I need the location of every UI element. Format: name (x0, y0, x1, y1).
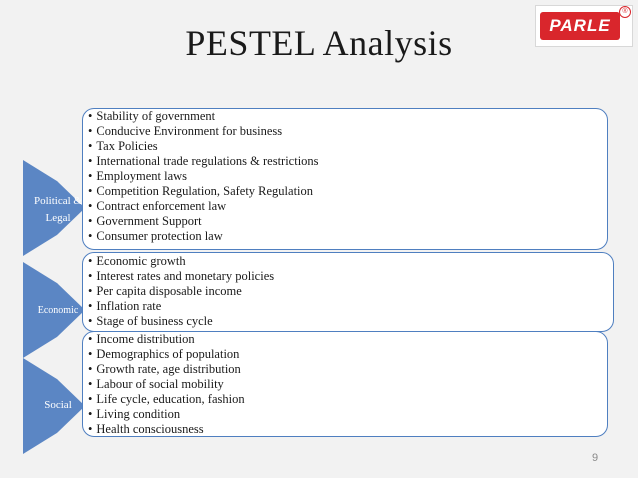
list-item: • Stability of government (88, 109, 319, 124)
list-item: • Employment laws (88, 169, 319, 184)
political-legal-list (88, 109, 319, 244)
list-item: • Competition Regulation, Safety Regulation (88, 184, 319, 199)
economic-label (28, 302, 88, 319)
list-item: • Income distribution (88, 332, 245, 347)
list-item: • Conducive Environment for business (88, 124, 319, 139)
list-item: • International trade regulations & restrictions (88, 154, 319, 169)
social-label (28, 397, 88, 414)
social-label-line-1: Social (44, 399, 72, 411)
political-legal-label (28, 193, 88, 227)
list-item: • Demographics of population (88, 347, 245, 362)
list-item: • Interest rates and monetary policies (88, 269, 274, 284)
list-item: • Stage of business cycle (88, 314, 274, 329)
list-item: • Health consciousness (88, 422, 245, 437)
slide-title: PESTEL Analysis (185, 23, 453, 63)
list-item: • Contract enforcement law (88, 199, 319, 214)
page-number: 9 (592, 452, 599, 464)
list-item: • Living condition (88, 407, 245, 422)
list-item: • Consumer protection law (88, 229, 319, 244)
list-item: • Growth rate, age distribution (88, 362, 245, 377)
economic-label-line-1: Economic (37, 305, 79, 316)
list-item: • Per capita disposable income (88, 284, 274, 299)
list-item: • Tax Policies (88, 139, 319, 154)
parle-logo-wordmark: PARLE (540, 12, 620, 40)
political-legal-label-line-1: Political & (34, 195, 82, 207)
list-item: • Labour of social mobility (88, 377, 245, 392)
list-item: • Inflation rate (88, 299, 274, 314)
social-list (88, 332, 245, 437)
economic-list (88, 254, 274, 329)
political-legal-label-line-2: Legal (45, 212, 71, 224)
list-item: • Government Support (88, 214, 319, 229)
parle-logo (535, 5, 633, 47)
list-item: • Life cycle, education, fashion (88, 392, 245, 407)
registered-mark-icon: ® (619, 6, 631, 18)
list-item: • Economic growth (88, 254, 274, 269)
